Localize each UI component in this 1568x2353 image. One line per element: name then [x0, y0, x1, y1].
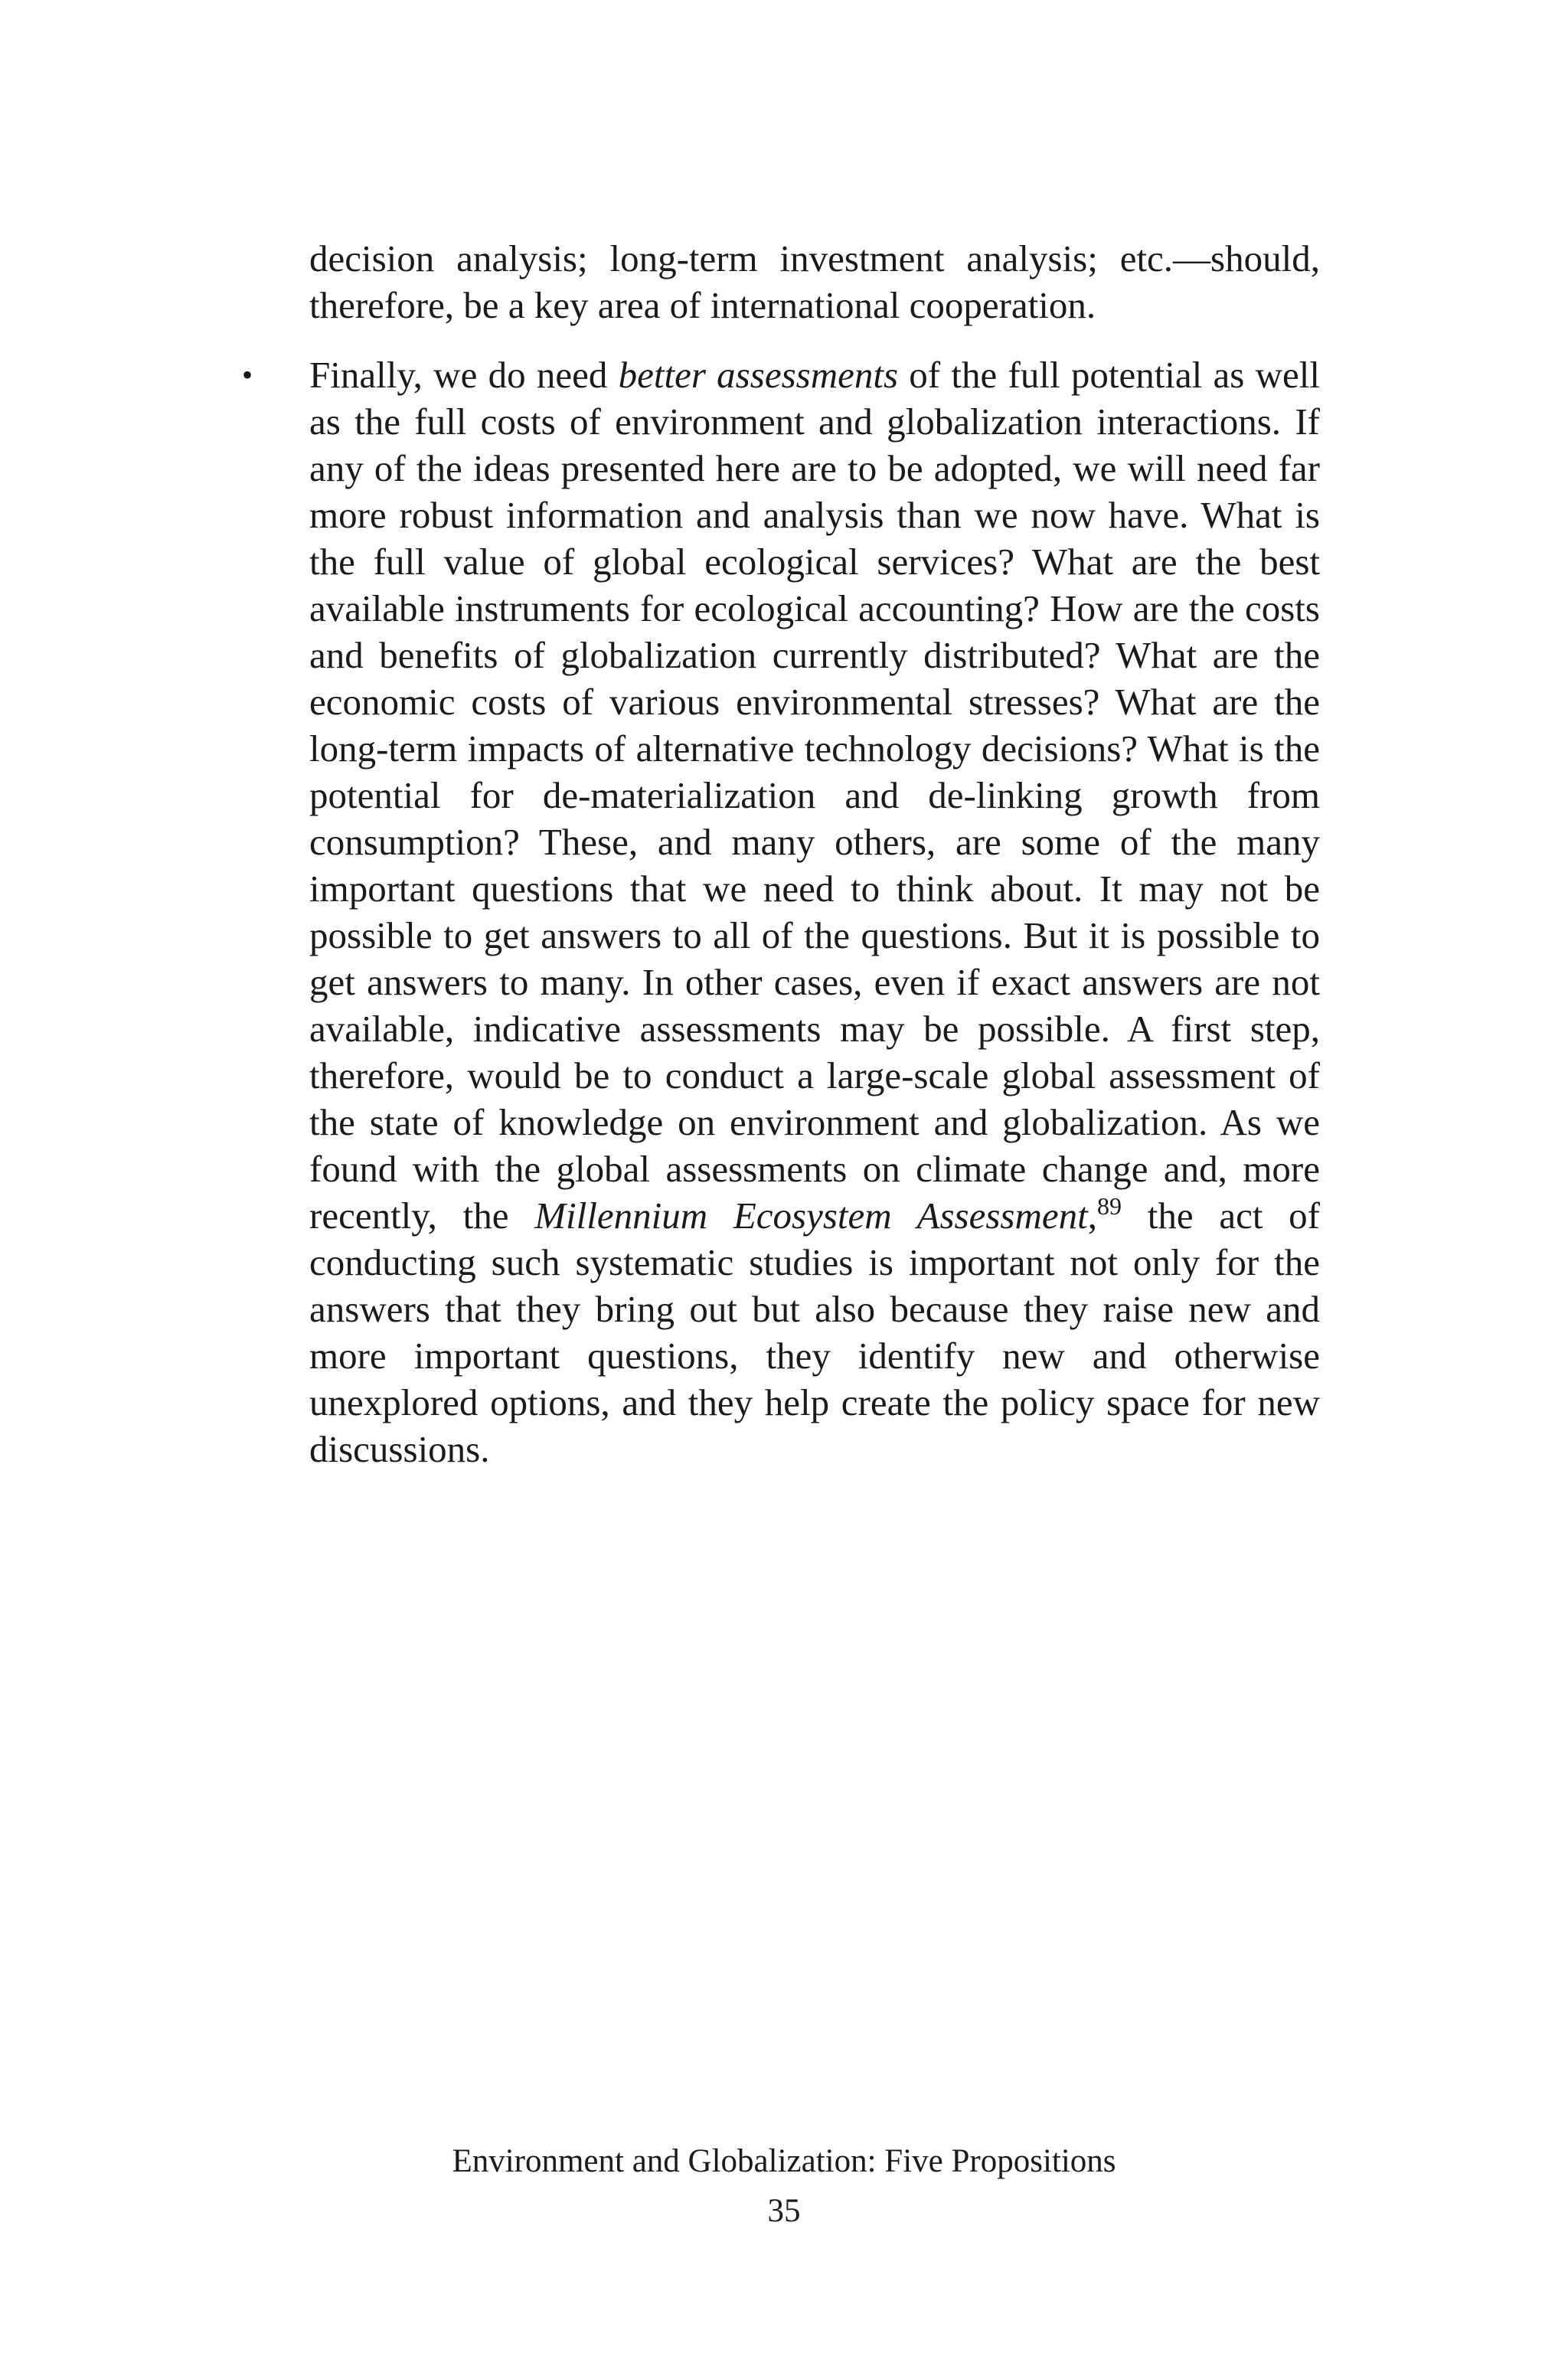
bullet-body-part2: the act of conducting such systematic studies is important not only for the answers that they bring out but also because they raise new and more important questions, they identify new and otherwise unexplored options, and they help create the policy space for new discussions. [309, 1194, 1320, 1470]
continuation-text: decision analysis; long-term investment analysis; etc.—should, therefore, be a key area of international cooperation. [309, 237, 1320, 326]
bullet-icon: • [242, 358, 253, 392]
continuation-paragraph [309, 235, 1320, 328]
footnote-reference[interactable]: 89 [1096, 1192, 1122, 1220]
bullet-lead: Finally, we do need [309, 354, 619, 396]
bullet-paragraph [309, 351, 1320, 1472]
running-footer [0, 2139, 1568, 2185]
emphasis-text: better assessments [618, 354, 899, 396]
page-number: 35 [767, 2193, 801, 2229]
report-title: Millennium Ecosystem Assessment [534, 1194, 1088, 1237]
bullet-body-part1: of the full potential as well as the full costs of environment and globalization interactions. If any of the ideas presented here are to be adopted, we will need far more robust information and analysis than we now have. What is the full value of global ecological services? What are the best available instruments for ecological accounting? How are the costs and benefits of globalization currently distributed? What are the economic costs of various environmental stresses? What are the long-term impacts of alternative technology decisions? What is the potential for de-materialization and de-linking growth from consumption? These, and many others, are some of the many important questions that we need to think about. It may not be possible to get answers to all of the questions. But it is possible to get answers to many. In other cases, even if exact answers are not available, indicative assessments may be possible. A first step, therefore, would be to conduct a large-scale global assessment of the state of knowledge on environment and globalization. As we found with the global assessments on climate change and, more recently, the [309, 354, 1320, 1237]
running-title: Environment and Globalization: Five Propositions [452, 2143, 1116, 2179]
bullet-text [309, 351, 1320, 1472]
comma: , [1087, 1194, 1097, 1237]
